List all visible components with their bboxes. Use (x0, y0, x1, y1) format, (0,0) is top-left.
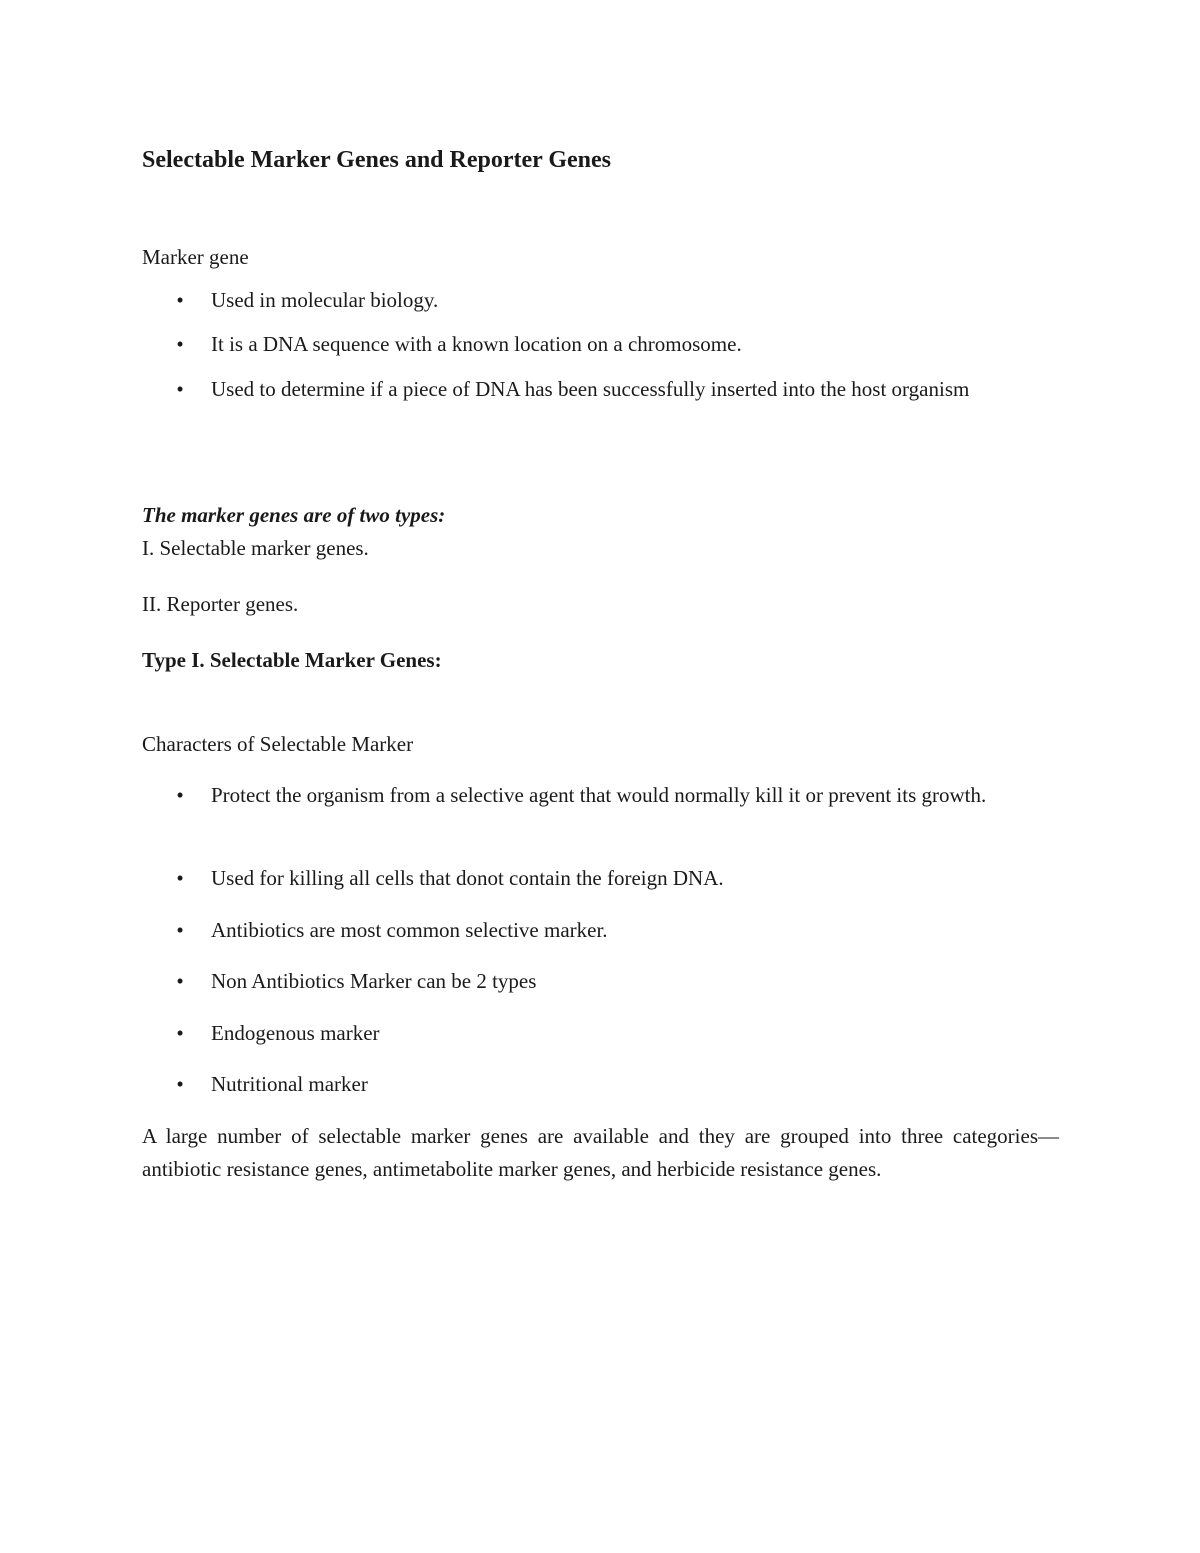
list-item: It is a DNA sequence with a known location on a chromosome. (211, 332, 742, 356)
bullet-icon: • (176, 866, 184, 890)
document-title: Selectable Marker Genes and Reporter Genes (142, 147, 612, 173)
types-heading: The marker genes are of two types: (142, 503, 446, 527)
list-item: Nutritional marker (211, 1072, 368, 1096)
list-item: Used in molecular biology. (211, 288, 439, 312)
list-item: Endogenous marker (211, 1021, 380, 1045)
bullet-icon: • (176, 918, 184, 942)
section-subheading: Characters of Selectable Marker (142, 732, 414, 756)
type-item: I. Selectable marker genes. (142, 536, 369, 560)
section-heading: Type I. Selectable Marker Genes: (142, 648, 442, 672)
bullet-icon: • (176, 377, 184, 401)
bullet-icon: • (176, 783, 184, 807)
summary-paragraph: A large number of selectable marker genes are available and they are grouped into three categories— antibiotic resistance genes, antimetabolite marker genes, and herbicide resistance genes. (142, 1124, 1059, 1181)
marker-gene-heading: Marker gene (142, 245, 249, 269)
bullet-icon: • (176, 969, 184, 993)
type-item: II. Reporter genes. (142, 592, 299, 616)
bullet-icon: • (176, 1021, 184, 1045)
list-item: Protect the organism from a selective agent that would normally kill it or prevent its growth. (211, 783, 987, 807)
list-item: Used for killing all cells that donot contain the foreign DNA. (211, 866, 724, 890)
list-item: Non Antibiotics Marker can be 2 types (211, 969, 537, 993)
bullet-icon: • (176, 332, 184, 356)
list-item: Antibiotics are most common selective marker. (211, 918, 608, 942)
list-item: Used to determine if a piece of DNA has been successfully inserted into the host organism (211, 377, 970, 401)
bullet-icon: • (176, 1072, 184, 1096)
bullet-icon: • (176, 288, 184, 312)
